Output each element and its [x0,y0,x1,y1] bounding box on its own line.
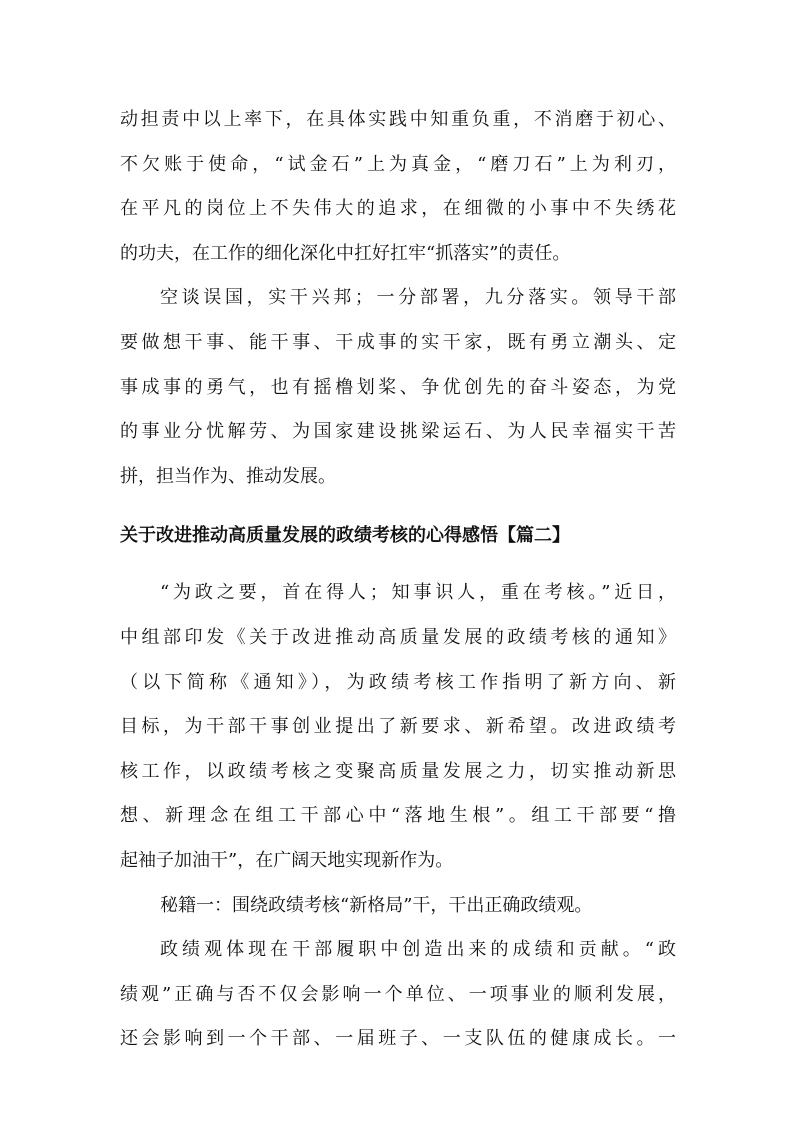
paragraph-4 [120,884,676,929]
text-line: 动担责中以上率下，在具体实践中知重负重，不消磨于初心、 [120,109,676,130]
text-line: 的功夫，在工作的细化深化中扛好扛牢“抓落实”的责任。 [120,242,571,264]
text-line: 目标，为干部干事创业提出了新要求、新希望。改进政绩考 [120,716,676,738]
text-line: 绩观”正确与否不仅会影响一个单位、一项事业的顺利发展， [120,983,676,1005]
section-heading: 关于改进推动高质量发展的政绩考核的心得感悟【篇二】 [120,525,570,547]
text-line: 政绩观体现在干部履职中创造出来的成绩和贡献。“政 [160,939,676,961]
text-line: 在平凡的岗位上不失伟大的追求，在细微的小事中不失绣花 [120,198,676,220]
text-line: 不欠账于使命，“试金石”上为真金，“磨刀石”上为利刃， [120,153,676,175]
text-line: 事成事的勇气，也有摇橹划桨、争优创先的奋斗姿态，为党 [120,376,676,398]
paragraph-2 [120,276,676,499]
text-line: 秘籍一：围绕政绩考核“新格局”干，干出正确政绩观。 [160,894,593,916]
text-line: 的事业分忧解劳、为国家建设挑梁运石、为人民幸福实干苦 [120,421,676,443]
text-line: 还会影响到一个干部、一届班子、一支队伍的健康成长。一 [120,1028,676,1050]
paragraph-1 [120,98,676,276]
text-line: 中组部印发《关于改进推动高质量发展的政绩考核的通知》 [120,626,676,648]
document-body [120,98,676,1062]
text-line: 想、新理念在组工干部心中“落地生根”。组工干部要“撸 [120,805,676,827]
paragraph-3 [120,571,676,883]
text-line: 要做想干事、能干事、干成事的实干家，既有勇立潮头、定 [120,331,676,353]
text-line: （以下简称《通知》），为政绩考核工作指明了新方向、新 [120,671,676,693]
text-line: 空谈误国，实干兴邦；一分部署，九分落实。领导干部 [160,287,676,309]
text-line: 拼，担当作为、推动发展。 [120,465,336,487]
text-line: 起袖子加油干”，在广阔天地实现新作为。 [120,849,454,871]
paragraph-5 [120,928,676,1062]
text-line: 核工作，以政绩考核之变聚高质量发展之力，切实推动新思 [120,760,676,782]
text-line: “为政之要，首在得人；知事识人，重在考核。”近日， [160,582,676,604]
